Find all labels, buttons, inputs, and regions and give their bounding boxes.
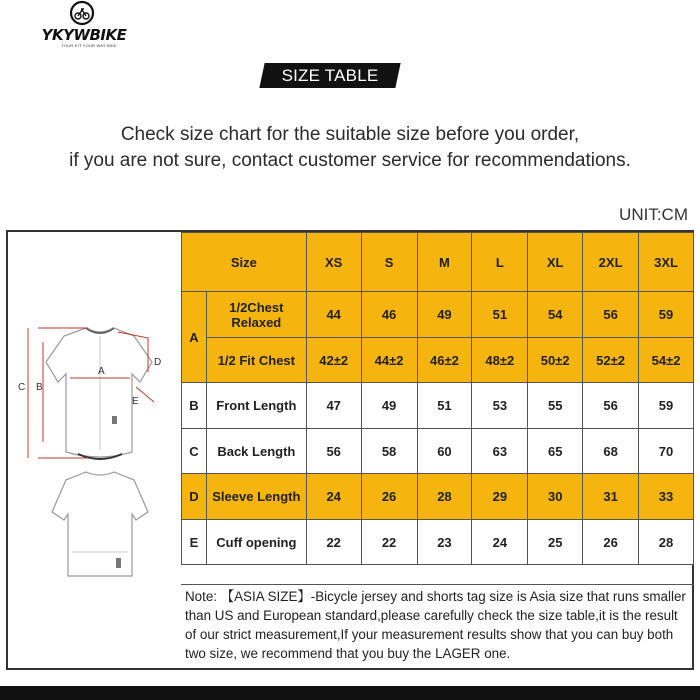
label-e: E xyxy=(132,396,139,407)
table-cell: 26 xyxy=(583,520,639,565)
table-cell: 49 xyxy=(417,292,472,338)
row-code: D xyxy=(182,474,207,520)
table-cell: 46±2 xyxy=(417,338,472,383)
size-col: L xyxy=(472,233,528,292)
table-cell: 23 xyxy=(417,520,472,565)
table-cell: 60 xyxy=(417,429,472,474)
table-cell: 25 xyxy=(528,520,583,565)
table-cell: 26 xyxy=(361,474,417,520)
intro-line-1: Check size chart for the suitable size before you order, xyxy=(120,124,580,145)
banner-title: SIZE TABLE xyxy=(281,66,379,85)
table-cell: 54±2 xyxy=(639,338,694,383)
row-code: C xyxy=(182,429,207,474)
table-row xyxy=(182,520,694,565)
brand-name: YKYWBIKE xyxy=(41,26,127,44)
table-cell: 30 xyxy=(528,474,583,520)
brand-tagline: YOUR KIT YOUR WAY BIKE xyxy=(61,43,117,48)
table-cell: 22 xyxy=(361,520,417,565)
table-row xyxy=(182,292,694,338)
collar xyxy=(86,328,114,333)
table-cell: 52±2 xyxy=(583,338,639,383)
table-cell: 24 xyxy=(306,474,361,520)
label-c: C xyxy=(18,382,26,393)
table-cell: 49 xyxy=(361,383,417,429)
table-cell: 54 xyxy=(528,292,583,338)
table-row xyxy=(182,429,694,474)
table-cell: 24 xyxy=(472,520,528,565)
size-note: Note: 【ASIA SIZE】-Bicycle jersey and shorts tag size is Asia size that runs smaller than US and European standard,please carefully check the size table,it is the result of our strict measurement,If your measurement results show that you can buy both two size, we recommend that you buy the LAGER one. xyxy=(181,584,694,670)
table-row xyxy=(182,338,694,383)
size-col: S xyxy=(361,233,417,292)
size-col: 3XL xyxy=(639,233,694,292)
table-cell: 44 xyxy=(306,292,361,338)
label-a: A xyxy=(98,366,105,377)
back-jersey-outline xyxy=(52,472,148,576)
bike-logo-icon xyxy=(66,0,98,28)
jersey-illustration xyxy=(8,232,180,584)
table-cell: 56 xyxy=(306,429,361,474)
table-cell: 50±2 xyxy=(528,338,583,383)
label-d: D xyxy=(154,357,162,368)
label-b: B xyxy=(36,382,43,393)
row-code: B xyxy=(182,383,207,429)
table-cell: 70 xyxy=(639,429,694,474)
table-cell: 63 xyxy=(472,429,528,474)
back-logo-mark xyxy=(116,558,121,568)
bottom-bar xyxy=(0,686,700,700)
row-label: 1/2 Fit Chest xyxy=(206,338,306,383)
front-jersey-outline xyxy=(46,328,152,457)
size-table xyxy=(181,232,694,565)
size-col: M xyxy=(417,233,472,292)
table-cell: 22 xyxy=(306,520,361,565)
size-chart-frame xyxy=(6,230,694,670)
row-label: Cuff opening xyxy=(206,520,306,565)
table-cell: 55 xyxy=(528,383,583,429)
row-code-a: A xyxy=(182,292,207,383)
jersey-diagram xyxy=(8,232,180,584)
row-code: E xyxy=(182,520,207,565)
measure-lines xyxy=(28,328,154,458)
table-cell: 47 xyxy=(306,383,361,429)
jersey-logo-mark xyxy=(112,416,117,424)
table-cell: 46 xyxy=(361,292,417,338)
header-size-label: Size xyxy=(182,233,307,292)
brand-logo xyxy=(34,0,134,50)
row-label: Sleeve Length xyxy=(206,474,306,520)
table-cell: 31 xyxy=(583,474,639,520)
size-header-row xyxy=(182,233,694,292)
table-cell: 48±2 xyxy=(472,338,528,383)
table-cell: 33 xyxy=(639,474,694,520)
row-label: Front Length xyxy=(206,383,306,429)
table-cell: 58 xyxy=(361,429,417,474)
size-col: 2XL xyxy=(583,233,639,292)
table-cell: 51 xyxy=(472,292,528,338)
table-cell: 65 xyxy=(528,429,583,474)
table-cell: 28 xyxy=(417,474,472,520)
row-label: Back Length xyxy=(206,429,306,474)
table-cell: 59 xyxy=(639,383,694,429)
table-cell: 56 xyxy=(583,292,639,338)
table-cell: 59 xyxy=(639,292,694,338)
intro-line-2: if you are not sure, contact customer service for recommendations. xyxy=(69,150,631,171)
table-row xyxy=(182,474,694,520)
table-cell: 29 xyxy=(472,474,528,520)
size-col: XS xyxy=(306,233,361,292)
size-table-banner xyxy=(259,63,400,88)
size-col: XL xyxy=(528,233,583,292)
table-cell: 28 xyxy=(639,520,694,565)
table-cell: 44±2 xyxy=(361,338,417,383)
table-cell: 53 xyxy=(472,383,528,429)
unit-label: UNIT:CM xyxy=(619,205,688,224)
table-row xyxy=(182,383,694,429)
row-label: 1/2Chest Relaxed xyxy=(206,292,306,338)
table-cell: 42±2 xyxy=(306,338,361,383)
table-cell: 56 xyxy=(583,383,639,429)
table-cell: 51 xyxy=(417,383,472,429)
table-cell: 68 xyxy=(583,429,639,474)
